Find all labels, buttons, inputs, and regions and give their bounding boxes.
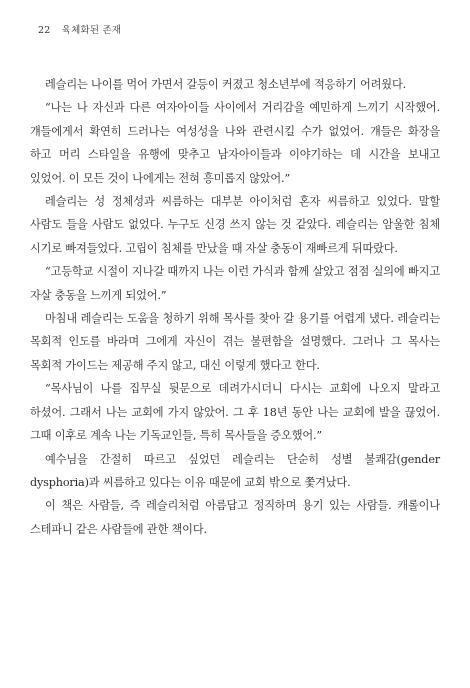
paragraph-1: 레슬리는 나이를 먹어 가면서 갈등이 커졌고 청소년부에 적응하기 어려웠다. bbox=[45, 78, 407, 91]
paragraph-2: “나는 나 자신과 다른 여자아이들 사이에서 거리감을 예민하게 느끼기 시작했어. 걔들에게서 확연히 드러나는 여성성을 나와 관련시킬 수가 없었어. 걔들은 화장을 하고 머리 스타일을 유행에 맞추고 남자아이들과 이야기하는 데 시간을 보내고 있었어. 이 모든 것이 나에게는 전혀 흥미롭지 않았어.” bbox=[30, 101, 440, 185]
running-title: 육체화된 존재 bbox=[61, 25, 122, 36]
running-header bbox=[38, 22, 121, 36]
paragraph-8: 이 책은 사람들, 즉 레슬리처럼 아름답고 정직하며 용기 있는 사람들. 캐롤이나 스테파니 같은 사람들에 관한 책이다. bbox=[30, 499, 440, 536]
paragraph-4: “고등학교 시절이 지나갈 때까지 나는 이런 가식과 함께 살았고 점점 실의에 빠지고 자살 충동을 느끼게 되었어.” bbox=[30, 265, 440, 302]
paragraph-6: “목사님이 나를 집무실 뒷문으로 데려가시더니 다시는 교회에 나오지 말라고 하셨어. 그래서 나는 교회에 가지 않았어. 그 후 18년 동안 나는 교회에 발을 끊었어. 그때 이후로 계속 나는 기독교인들, 특히 목사들을 증오했어.” bbox=[30, 382, 440, 443]
body-text bbox=[30, 60, 440, 541]
paragraph-7: 예수님을 간절히 따르고 싶었던 레슬리는 단순히 성별 불쾌감(gender dysphoria)과 씨름하고 있다는 이유 때문에 교회 밖으로 쫓겨났다. bbox=[30, 452, 440, 489]
paragraph-5: 마침내 레슬리는 도움을 청하기 위해 목사를 찾아 갈 용기를 어렵게 냈다. 레슬리는 목회적 인도를 바라며 그에게 자신이 겪는 불편함을 설명했다. 그러나 그 목사는 목회적 가이드는 제공해 주지 않고, 대신 이렇게 했다고 한다. bbox=[30, 312, 440, 372]
paragraph-3: 레슬리는 성 정체성과 씨름하는 대부분 아이처럼 혼자 씨름하고 있었다. 말할 사람도 들을 사람도 없었다. 누구도 신경 쓰지 않는 것 같았다. 레슬리는 암울한 침체 시기로 빠져들었다. 고립이 침체를 만났을 때 자살 충동이 재빠르게 뒤따랐다. bbox=[30, 195, 440, 255]
page-number: 22 bbox=[38, 25, 51, 36]
